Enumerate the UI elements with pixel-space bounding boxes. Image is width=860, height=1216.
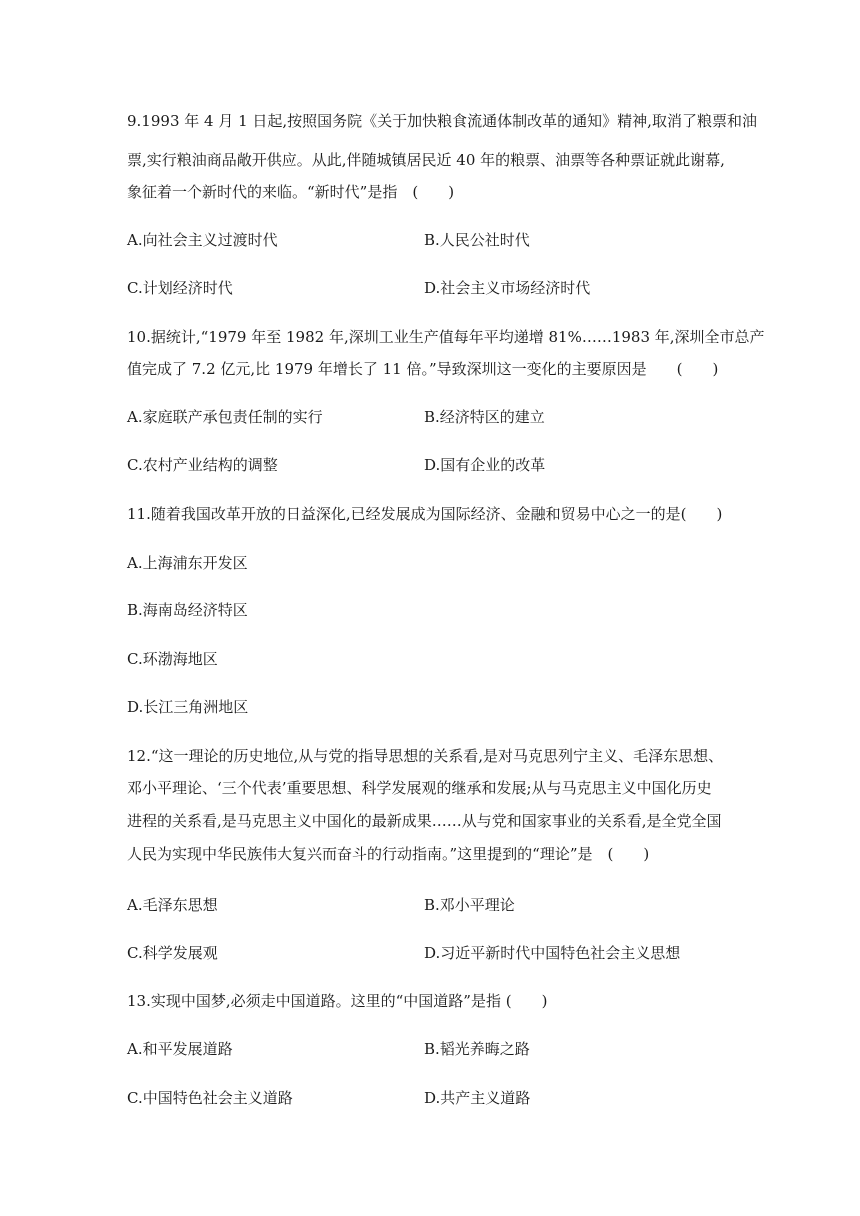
question-12-line-4: 人民为实现中华民族伟大复兴而奋斗的行动指南。”这里提到的“理论”是 ( ) [127, 845, 650, 863]
question-13-line-1: 13.实现中国梦,必须走中国道路。这里的“中国道路”是指 ( ) [127, 992, 548, 1010]
question-12-option-a: A.毛泽东思想 [127, 896, 218, 914]
question-11-option-b: B.海南岛经济特区 [127, 601, 248, 619]
question-12-line-1: 12.“这一理论的历史地位,从与党的指导思想的关系看,是对马克思列宁主义、毛泽东思想、 [127, 747, 724, 765]
question-10-option-b: B.经济特区的建立 [424, 408, 545, 426]
question-13-option-b: B.韬光养晦之路 [424, 1040, 530, 1058]
question-9-option-a: A.向社会主义过渡时代 [127, 231, 278, 249]
question-12-option-b: B.邓小平理论 [424, 896, 515, 914]
question-9-line-2: 票,实行粮油商品敞开供应。从此,伴随城镇居民近 40 年的粮票、油票等各种票证就此谢幕, [127, 151, 725, 169]
question-10-option-d: D.国有企业的改革 [424, 456, 546, 474]
question-12-line-3: 进程的关系看,是马克思主义中国化的最新成果……从与党和国家事业的关系看,是全党全国 [127, 812, 722, 830]
question-13-option-c: C.中国特色社会主义道路 [127, 1089, 293, 1107]
question-12-option-d: D.习近平新时代中国特色社会主义思想 [424, 944, 681, 962]
question-9-line-3: 象征着一个新时代的来临。“新时代”是指 ( ) [127, 183, 455, 201]
question-9-option-b: B.人民公社时代 [424, 231, 530, 249]
question-9-option-d: D.社会主义市场经济时代 [424, 279, 591, 297]
question-11-option-c: C.环渤海地区 [127, 650, 218, 668]
question-11-line-1: 11.随着我国改革开放的日益深化,已经发展成为国际经济、金融和贸易中心之一的是( ) [127, 505, 723, 523]
question-13-option-a: A.和平发展道路 [127, 1040, 233, 1058]
question-10-option-a: A.家庭联产承包责任制的实行 [127, 408, 323, 426]
question-9-option-c: C.计划经济时代 [127, 279, 233, 297]
question-10-line-1: 10.据统计,“1979 年至 1982 年,深圳工业生产值每年平均递增 81%……1983 年,深圳全市总产 [127, 328, 765, 346]
question-9-line-1: 9.1993 年 4 月 1 日起,按照国务院《关于加快粮食流通体制改革的通知》精神,取消了粮票和油 [127, 112, 757, 130]
question-12-option-c: C.科学发展观 [127, 944, 218, 962]
question-12-line-2: 邓小平理论、‘三个代表’重要思想、科学发展观的继承和发展;从与马克思主义中国化历史 [127, 779, 712, 797]
question-10-line-2: 值完成了 7.2 亿元,比 1979 年增长了 11 倍。”导致深圳这一变化的主要原因是 ( ) [127, 360, 719, 378]
question-11-option-a: A.上海浦东开发区 [127, 554, 248, 572]
question-11-option-d: D.长江三角洲地区 [127, 698, 249, 716]
question-13-option-d: D.共产主义道路 [424, 1089, 531, 1107]
question-10-option-c: C.农村产业结构的调整 [127, 456, 278, 474]
